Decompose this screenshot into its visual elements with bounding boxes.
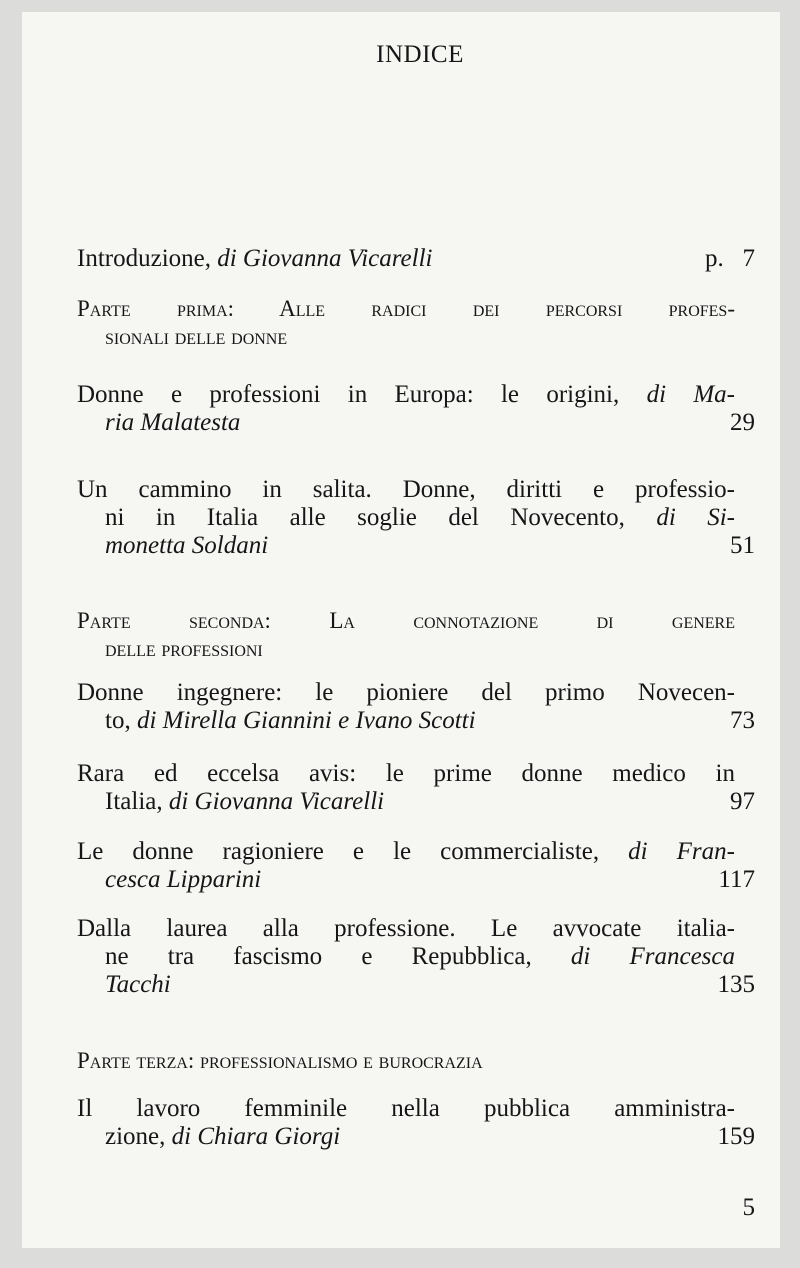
author-text: di Francesca xyxy=(570,943,735,970)
page-ref: 97 xyxy=(730,788,755,815)
toc-entry-line xyxy=(77,760,735,788)
toc-entry-line xyxy=(77,245,432,273)
title-text: Il lavoro femminile nella pubblica amministra- xyxy=(77,1095,735,1122)
author-text: di Giovanna Vicarelli xyxy=(168,788,385,815)
author-text: di Mirella Giannini e Ivano Scotti xyxy=(136,707,476,734)
title-text: Dalla laurea alla professione. Le avvocate italia- xyxy=(77,915,735,942)
page-number: 5 xyxy=(742,1194,755,1221)
page-ref: 73 xyxy=(730,707,755,734)
page-ref: 29 xyxy=(730,409,755,436)
toc-entry-line xyxy=(105,971,171,999)
title-text: Le donne ragioniere e le commercialiste, xyxy=(77,838,629,865)
toc-entry-line xyxy=(105,943,735,971)
title-text: delle professioni xyxy=(105,636,263,661)
title-text: Italia, xyxy=(105,788,169,815)
author-text: di Chiara Giorgi xyxy=(171,1123,341,1150)
title-text: ni in Italia alle soglie del Novecento, xyxy=(105,504,657,531)
toc-entry-line xyxy=(77,476,735,504)
title-text: Parte prima: Alle radici dei percorsi profes- xyxy=(77,296,735,321)
title-text: ne tra fascismo e Repubblica, xyxy=(105,943,571,970)
toc-entry-line xyxy=(77,915,735,943)
author-text: monetta Soldani xyxy=(105,532,269,559)
page-ref: 159 xyxy=(717,1123,755,1150)
part-heading-line xyxy=(77,607,735,635)
toc-entry-line xyxy=(105,1123,340,1151)
page-ref: p. 7 xyxy=(705,245,755,272)
author-text: di Ma- xyxy=(646,381,735,408)
toc-entry-line xyxy=(77,838,735,866)
page-ref: 51 xyxy=(730,532,755,559)
toc-entry-line xyxy=(77,381,735,409)
author-text: Tacchi xyxy=(105,971,171,998)
toc-entry-line xyxy=(105,409,240,437)
toc-entry-line xyxy=(77,1095,735,1123)
toc-entry-line xyxy=(105,788,384,816)
title-text: Donne e professioni in Europa: le origini, xyxy=(77,381,647,408)
title-text: Donne ingegnere: le pioniere del primo Novecen- xyxy=(77,679,735,706)
author-text: cesca Lipparini xyxy=(105,866,262,893)
page-title: INDICE xyxy=(376,41,464,68)
title-text: Parte seconda: La connotazione di genere xyxy=(77,608,735,633)
part-heading-line xyxy=(77,1047,483,1075)
title-text: Introduzione, xyxy=(77,245,218,272)
toc-entry-line xyxy=(77,679,735,707)
part-heading-line xyxy=(105,635,263,663)
page-ref: 117 xyxy=(718,866,755,893)
author-text: di Fran- xyxy=(628,838,735,865)
title-text: Un cammino in salita. Donne, diritti e professio- xyxy=(77,476,735,503)
author-text: di Si- xyxy=(656,504,735,531)
title-text: sionali delle donne xyxy=(105,324,288,349)
title-text: Parte terza: professionalismo e burocrazia xyxy=(77,1048,483,1073)
toc-entry-line xyxy=(105,866,261,894)
title-text: to, xyxy=(105,707,137,734)
author-text: di Giovanna Vicarelli xyxy=(217,245,433,272)
page-ref: 135 xyxy=(717,971,755,998)
toc-entry-line xyxy=(105,504,735,532)
toc-entry-line xyxy=(105,707,476,735)
part-heading-line xyxy=(105,323,287,351)
author-text: ria Malatesta xyxy=(105,409,241,436)
title-text: zione, xyxy=(105,1123,172,1150)
title-text: Rara ed eccelsa avis: le prime donne medico in xyxy=(77,760,735,787)
part-heading-line xyxy=(77,295,735,323)
toc-entry-line xyxy=(105,532,268,560)
